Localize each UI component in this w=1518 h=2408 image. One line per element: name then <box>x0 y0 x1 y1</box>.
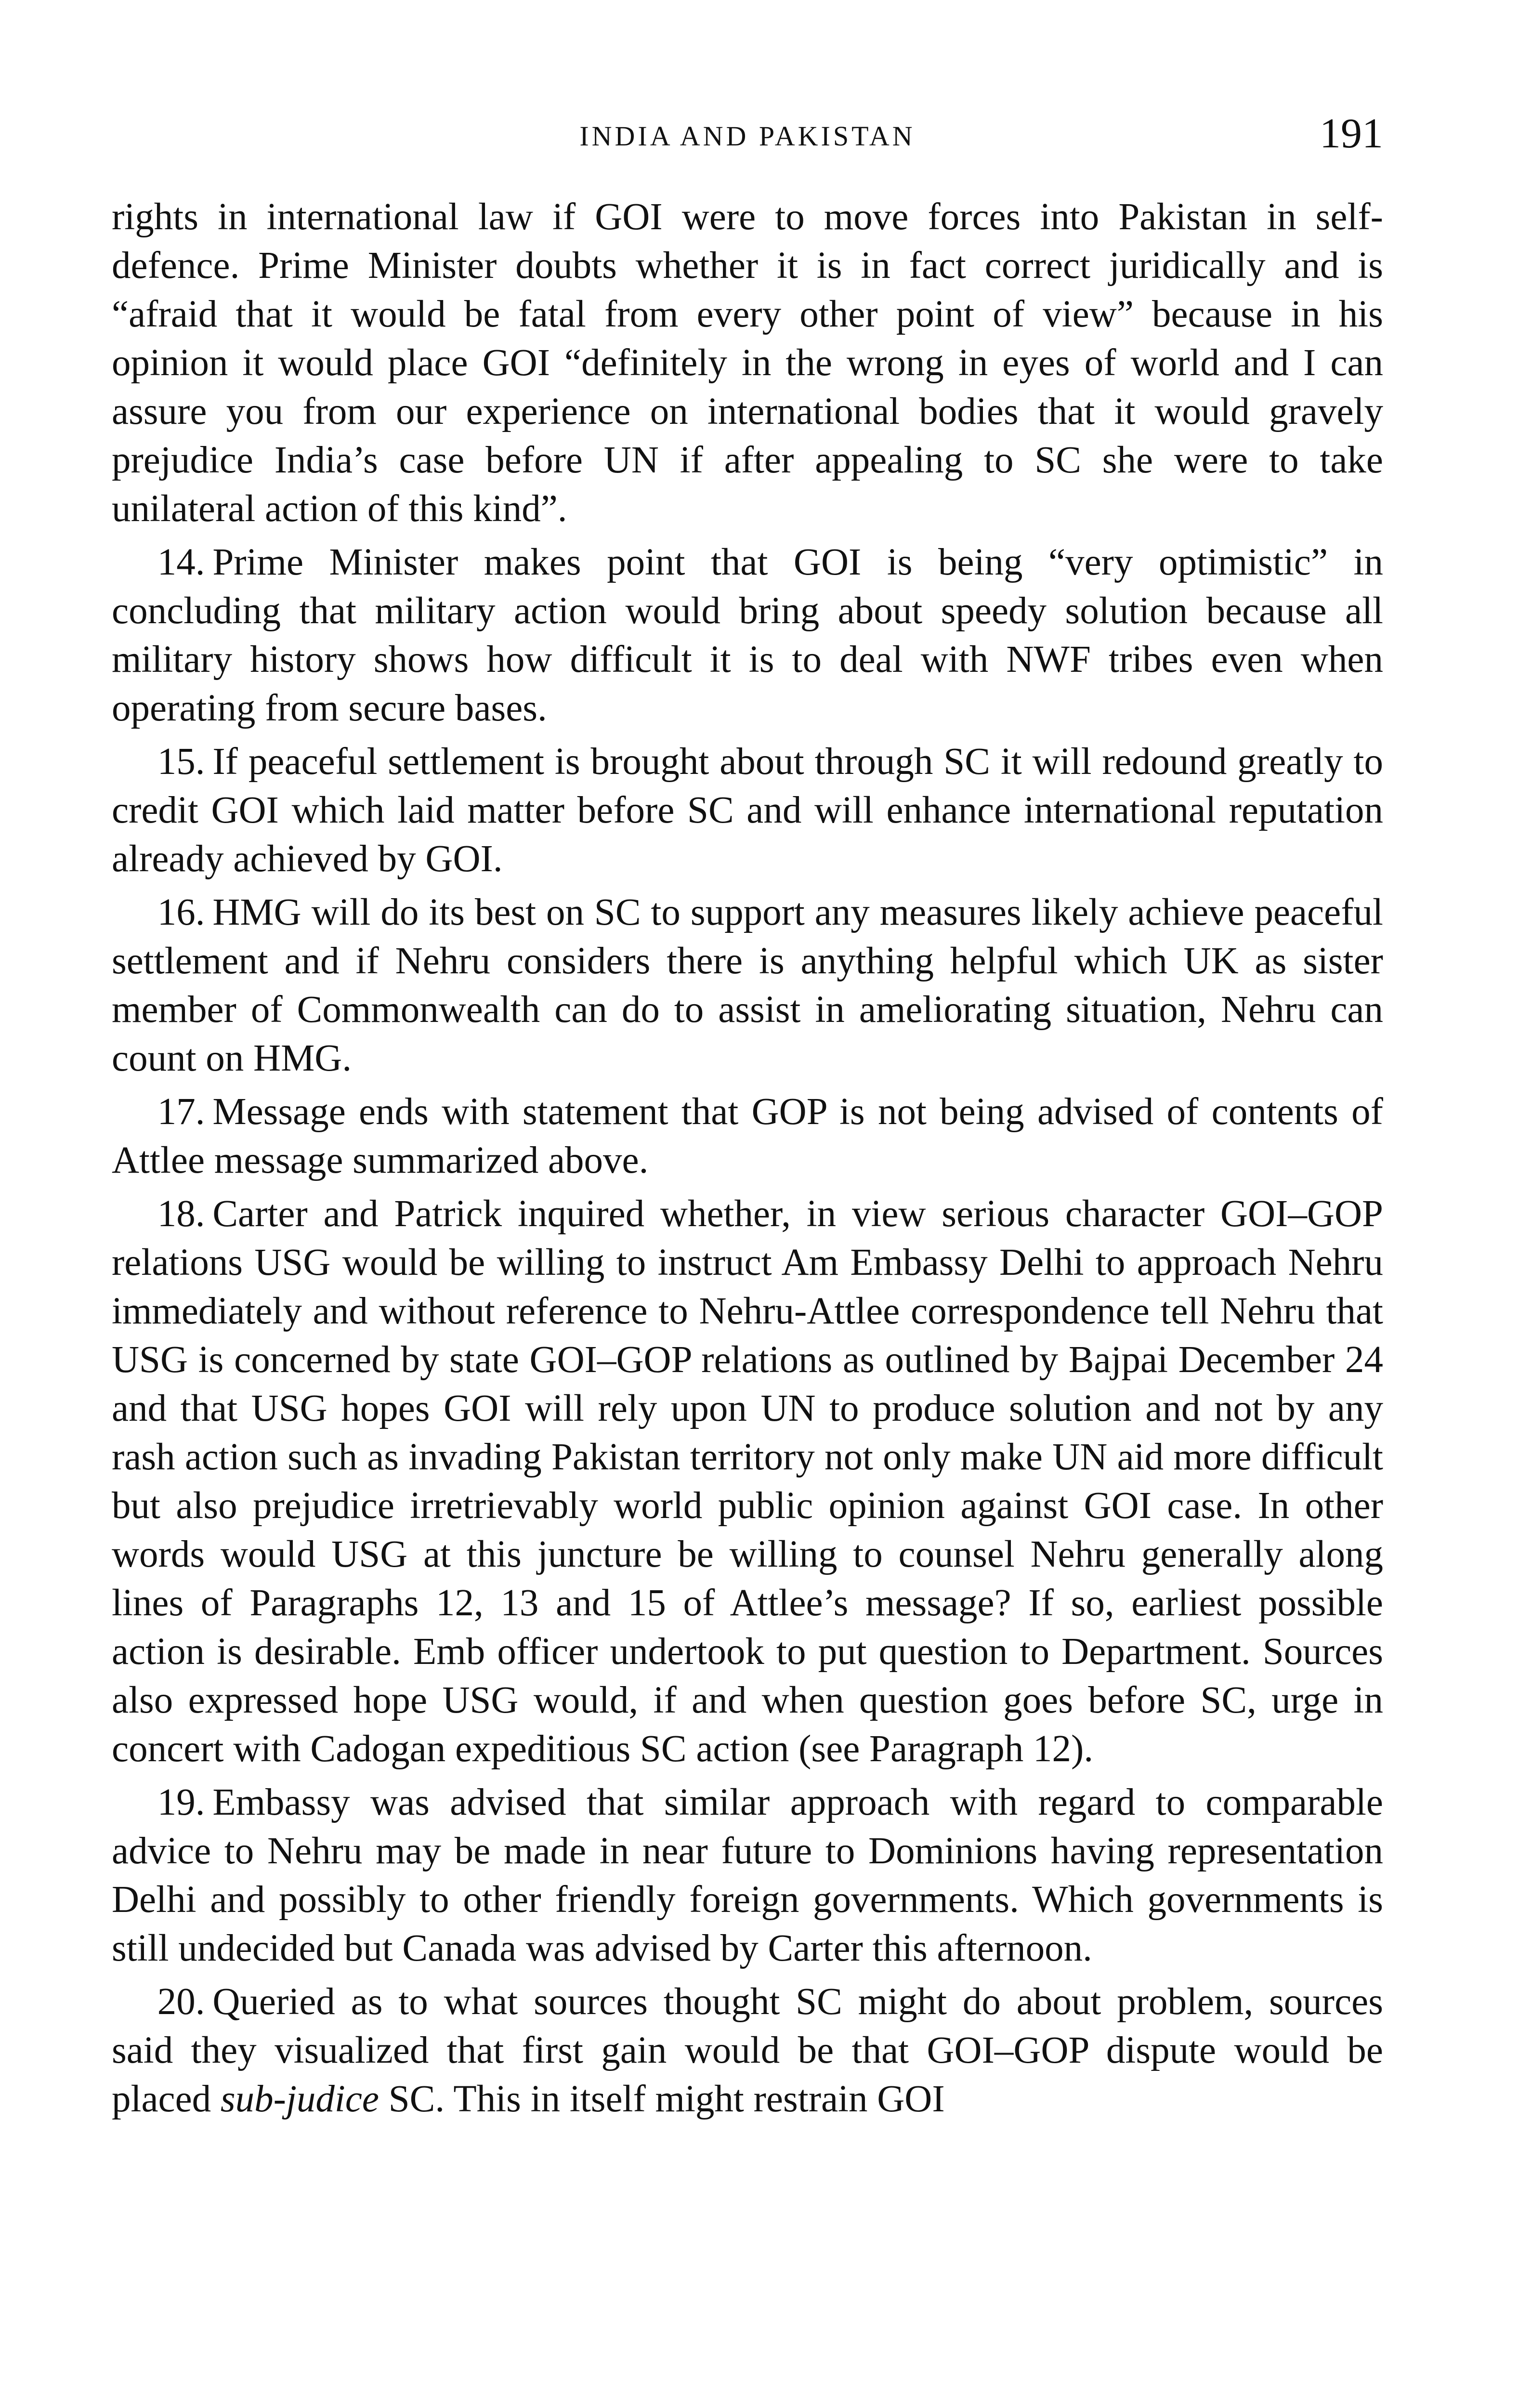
paragraph-number: 19. <box>157 1781 205 1823</box>
paragraph-18 <box>112 1190 1383 1773</box>
paragraph-text: rights in international law if GOI were to move forces into Pakistan in self-defence. Prime Minister doubts whether it is in fact correct juridically and is “afraid that it would be fatal from every other point of view” because in his opinion it would place GOI “definitely in the wrong in eyes of world and I can assure you from our experience on international bodies that it would gravely prejudice India’s case before UN if after appealing to SC she were to take unilateral action of this kind”. <box>112 196 1383 530</box>
paragraph-number: 18. <box>157 1193 205 1235</box>
page-number: 191 <box>1320 110 1383 157</box>
paragraph-number: 14. <box>157 541 205 583</box>
paragraph-14 <box>112 538 1383 733</box>
paragraph-continued <box>112 193 1383 533</box>
paragraph-text: HMG will do its best on SC to support any measures likely achieve peaceful settlement and if Nehru considers there is anything helpful which UK as sister member of Commonwealth can do to assist in ameliorating situation, Nehru can count on HMG. <box>112 891 1383 1079</box>
paragraph-text: Embassy was advised that similar approach with regard to comparable advice to Nehru may be made in near future to Dominions having representation Delhi and possibly to other friendly foreign governments. Which governments is still undecided but Canada was advised by Carter this afternoon. <box>112 1781 1383 1969</box>
paragraph-text-after: SC. This in itself might restrain GOI <box>379 2078 945 2120</box>
paragraph-text: Prime Minister makes point that GOI is being “very optimistic” in concluding that military action would bring about speedy solution because all military history shows how difficult it is to deal with NWF tribes even when operating from secure bases. <box>112 541 1383 729</box>
running-title: INDIA AND PAKISTAN <box>579 120 916 152</box>
paragraph-19 <box>112 1778 1383 1973</box>
paragraph-number: 20. <box>157 1981 205 2023</box>
paragraph-number: 16. <box>157 891 205 933</box>
running-head <box>112 110 1383 163</box>
paragraph-number: 15. <box>157 741 205 783</box>
body-text <box>112 193 1383 2128</box>
paragraph-17 <box>112 1087 1383 1185</box>
paragraph-15 <box>112 737 1383 883</box>
paragraph-text: Carter and Patrick inquired whether, in view serious character GOI–GOP relations USG would be willing to instruct Am Embassy Delhi to approach Nehru immediately and without reference to Nehru-Attlee correspondence tell Nehru that USG is concerned by state GOI–GOP relations as outlined by Bajpai December 24 and that USG hopes GOI will rely upon UN to produce solution and not by any rash action such as invading Pakistan territory not only make UN aid more difficult but also prejudice irretrievably world public opinion against GOI case. In other words would USG at this juncture be willing to counsel Nehru generally along lines of Paragraphs 12, 13 and 15 of Attlee’s message? If so, earliest possible action is desirable. Emb officer undertook to put question to Department. Sources also expressed hope USG would, if and when question goes before SC, urge in concert with Cadogan expeditious SC action (see Paragraph 12). <box>112 1193 1383 1770</box>
paragraph-16 <box>112 888 1383 1083</box>
paragraph-text-before: Queried as to what sources thought SC might do about problem, sources said they visualized that first gain would be that GOI–GOP dispute would be placed <box>112 1981 1383 2120</box>
paragraph-text: If peaceful settlement is brought about through SC it will redound greatly to credit GOI which laid matter before SC and will enhance international reputation already achieved by GOI. <box>112 741 1383 880</box>
paragraph-20 <box>112 1977 1383 2123</box>
italic-term: sub-judice <box>220 2078 379 2120</box>
paragraph-text: Message ends with statement that GOP is not being advised of contents of Attlee message summarized above. <box>112 1091 1383 1181</box>
paragraph-number: 17. <box>157 1091 205 1133</box>
